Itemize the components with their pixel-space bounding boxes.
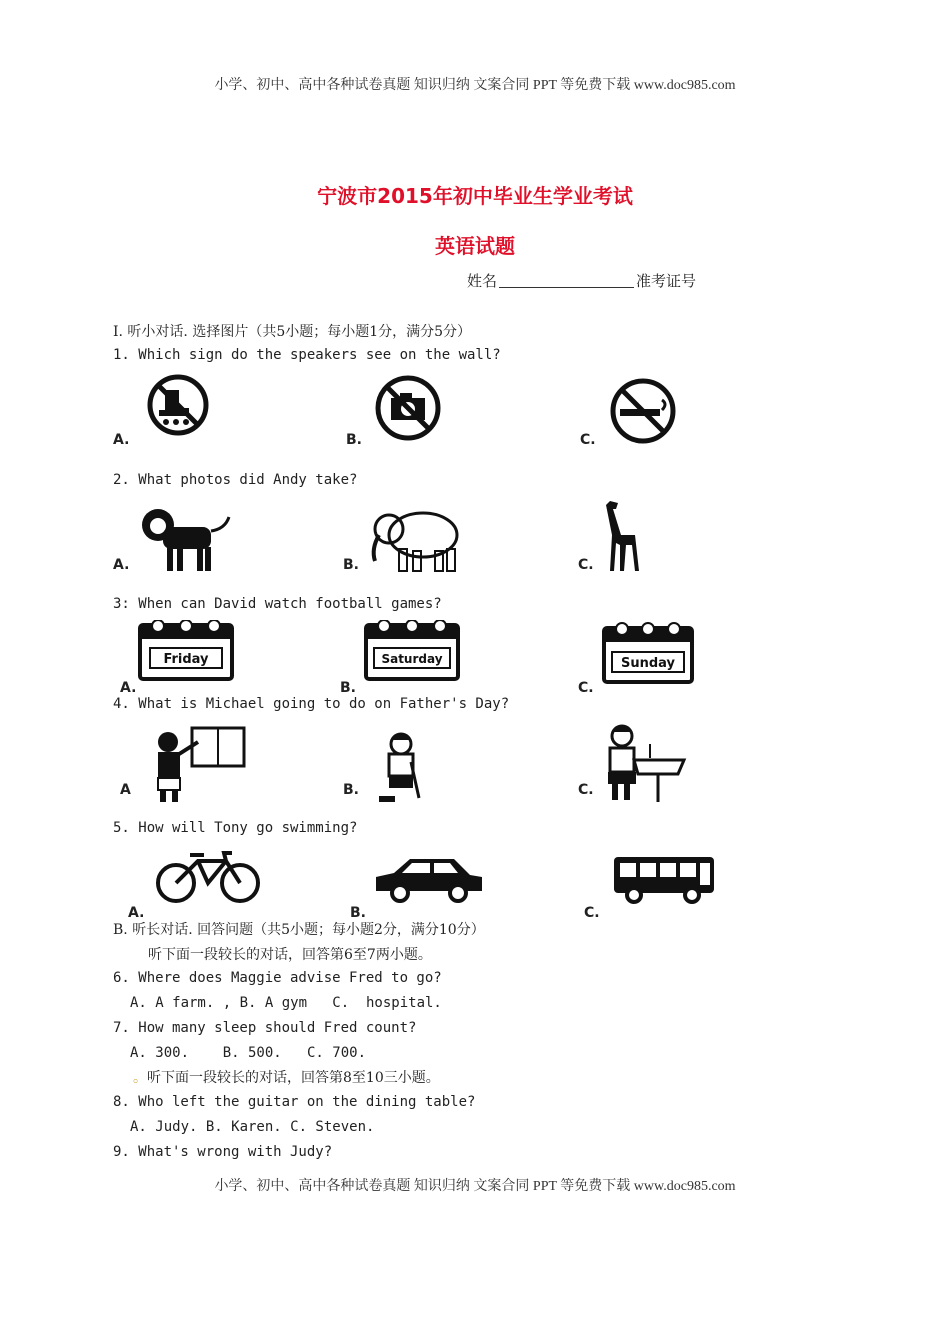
q2-label-c: C. bbox=[578, 557, 594, 573]
no-roller-skates-icon bbox=[113, 372, 223, 447]
name-label: 姓名 bbox=[467, 272, 498, 290]
q5-option-a[interactable] bbox=[128, 845, 268, 925]
question-4: 4. What is Michael going to do on Father's Day? bbox=[113, 696, 510, 712]
question-8-options: A. Judy. B. Karen. C. Steven. bbox=[130, 1119, 375, 1135]
lion-icon bbox=[113, 497, 243, 577]
instruction-2-dot: 。 bbox=[133, 1070, 147, 1086]
name-id-line bbox=[467, 270, 696, 291]
calendar-saturday-icon bbox=[340, 620, 465, 685]
q3-label-c: C. bbox=[578, 680, 594, 696]
question-9: 9. What's wrong with Judy? bbox=[113, 1144, 333, 1160]
exam-subtitle: 英语试题 bbox=[435, 234, 515, 258]
q3-option-a[interactable] bbox=[120, 620, 260, 700]
q2-option-b[interactable] bbox=[343, 497, 483, 577]
id-label: 准考证号 bbox=[636, 272, 697, 290]
question-5: 5. How will Tony go swimming? bbox=[113, 820, 358, 836]
instruction-2: 听下面一段较长的对话，回答第8至10三小题。 bbox=[147, 1070, 440, 1086]
q5-label-a: A. bbox=[128, 905, 145, 921]
q5-option-c[interactable] bbox=[584, 845, 724, 925]
calendar-sunday-text: Sunday bbox=[620, 656, 676, 671]
page-header: 小学、初中、高中各种试卷真题 知识归纳 文案合同 PPT 等免费下载 www.doc985.com bbox=[214, 78, 736, 93]
q3-label-a: A. bbox=[120, 680, 137, 696]
washing-dishes-icon bbox=[578, 722, 698, 807]
q3-option-c[interactable] bbox=[578, 620, 718, 700]
instruction-2-line bbox=[133, 1067, 440, 1087]
q4-option-a[interactable] bbox=[120, 722, 260, 802]
question-6-options: A. A farm. , B. A gym C. hospital. bbox=[130, 995, 442, 1011]
instruction-1: 听下面一段较长的对话，回答第6至7两小题。 bbox=[148, 947, 432, 963]
question-3: 3: When can David watch football games? bbox=[113, 596, 442, 612]
q3-option-b[interactable] bbox=[340, 620, 480, 700]
question-1: 1. Which sign do the speakers see on the wall? bbox=[113, 347, 501, 363]
q2-label-a: A. bbox=[113, 557, 130, 573]
q1-label-b: B. bbox=[346, 432, 362, 448]
page-footer: 小学、初中、高中各种试卷真题 知识归纳 文案合同 PPT 等免费下载 www.doc985.com bbox=[214, 1179, 736, 1194]
bicycle-icon bbox=[128, 845, 268, 910]
q4-label-b: B. bbox=[343, 782, 359, 798]
q4-label-c: C. bbox=[578, 782, 594, 798]
q3-label-b: B. bbox=[340, 680, 356, 696]
q2-label-b: B. bbox=[343, 557, 359, 573]
exam-title: 宁波市2015年初中毕业生学业考试 bbox=[317, 184, 633, 208]
question-6: 6. Where does Maggie advise Fred to go? bbox=[113, 970, 442, 986]
q4-option-b[interactable] bbox=[343, 722, 483, 802]
q1-label-c: C. bbox=[580, 432, 596, 448]
q1-label-a: A. bbox=[113, 432, 130, 448]
no-smoking-icon bbox=[580, 372, 690, 447]
bus-icon bbox=[584, 845, 724, 910]
name-blank[interactable] bbox=[499, 287, 634, 288]
q1-option-c[interactable] bbox=[580, 372, 720, 452]
cleaning-window-icon bbox=[120, 722, 250, 807]
calendar-friday-icon bbox=[120, 620, 235, 685]
calendar-sunday-icon bbox=[578, 620, 698, 690]
car-icon bbox=[350, 845, 490, 910]
elephant-icon bbox=[343, 497, 473, 577]
section-2-heading: B. 听长对话. 回答问题（共5小题；每小题2分，满分10分） bbox=[113, 922, 485, 938]
q1-option-b[interactable] bbox=[346, 372, 486, 452]
question-7: 7. How many sleep should Fred count? bbox=[113, 1020, 417, 1036]
q4-label-a: A bbox=[120, 782, 131, 798]
question-7-options: A. 300. B. 500. C. 700. bbox=[130, 1045, 367, 1061]
q5-label-c: C. bbox=[584, 905, 600, 921]
question-2: 2. What photos did Andy take? bbox=[113, 472, 358, 488]
gardening-icon bbox=[343, 722, 453, 807]
no-camera-icon bbox=[346, 372, 456, 447]
q5-label-b: B. bbox=[350, 905, 366, 921]
calendar-saturday-text: Saturday bbox=[381, 652, 443, 666]
q4-option-c[interactable] bbox=[578, 722, 718, 802]
question-8: 8. Who left the guitar on the dining table? bbox=[113, 1094, 476, 1110]
section-1-heading: I. 听小对话. 选择图片（共5小题；每小题1分，满分5分） bbox=[113, 324, 472, 340]
q5-option-b[interactable] bbox=[350, 845, 490, 925]
calendar-friday-text: Friday bbox=[163, 652, 209, 667]
q2-option-c[interactable] bbox=[578, 497, 718, 577]
q1-option-a[interactable] bbox=[113, 372, 253, 452]
q2-option-a[interactable] bbox=[113, 497, 253, 577]
